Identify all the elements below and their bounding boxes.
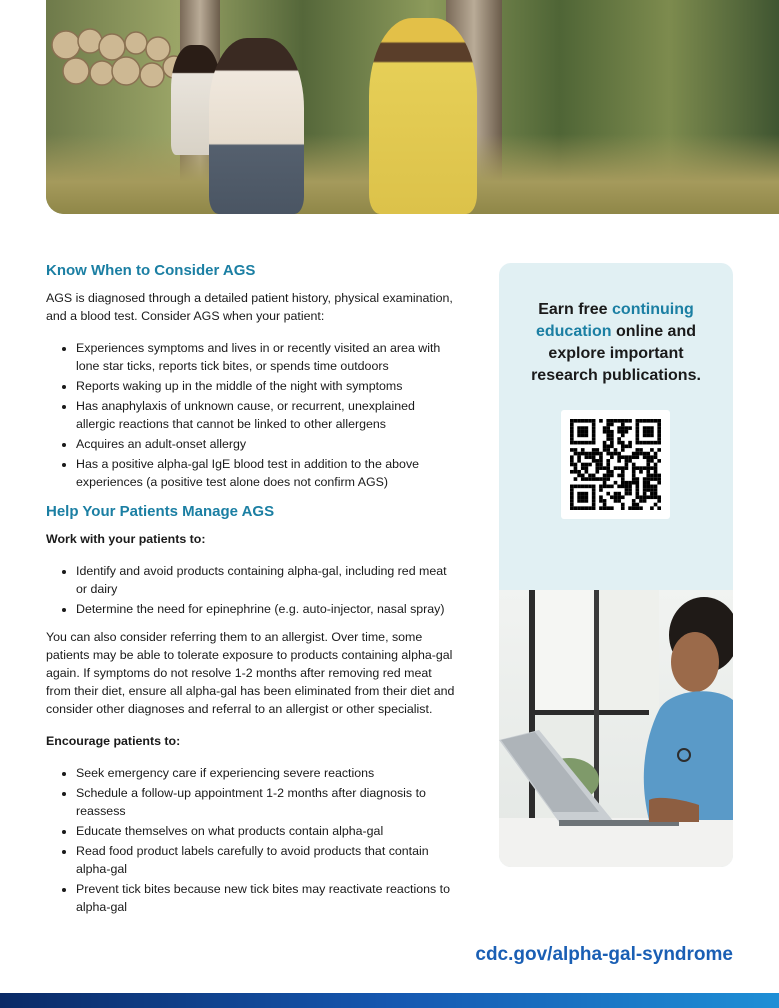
encourage-label: Encourage patients to: [46,734,181,748]
hero-photo-hikers [46,0,779,214]
list-item: • Identify and avoid products containing alpha-gal, including red meat or dairy [76,562,456,598]
section-heading-consider-ags: Know When to Consider AGS [46,262,256,279]
work-list [46,562,456,618]
section-intro: AGS is diagnosed through a detailed patient history, physical examination, and a blood test. Consider AGS when your patient: [46,291,453,323]
list-item: • Has anaphylaxis of unknown cause, or recurrent, unexplained allergic reactions that cannot be linked to other allergens [76,397,456,433]
list-item: • Determine the need for epinephrine (e.g. auto-injector, nasal spray) [76,600,456,618]
qr-code[interactable] [561,410,670,519]
hiker-figure [209,38,304,214]
list-item: • Educate themselves on what products contain alpha-gal [76,822,456,840]
continuing-education-card [499,263,733,867]
healthcare-worker-photo [499,590,733,867]
hiker-figure [369,18,477,214]
cdc-url-link[interactable]: cdc.gov/alpha-gal-syndrome [475,944,733,965]
list-item: • Seek emergency care if experiencing severe reactions [76,764,456,782]
encourage-list [46,764,456,916]
list-item: • Experiences symptoms and lives in or recently visited an area with lone star ticks, reports tick bites, or spends time outdoors [76,339,456,375]
qr-code-image [570,419,661,510]
work-label: Work with your patients to: [46,532,206,546]
healthcare-worker-image [499,590,733,867]
consider-list [46,339,456,491]
referral-paragraph: You can also consider referring them to an allergist. Over time, some patients may be able to tolerate exposure to products containing alpha-gal again. If symptoms do not resolve 1-2 months after removing red meat from their diet, ensure all alpha-gal has been eliminated from their diet and consider other diagnoses and referral to an allergist or other specialist. [46,630,455,716]
card-callout-text [513,299,719,387]
list-item: • Acquires an adult-onset allergy [76,435,456,453]
section-heading-manage-ags: Help Your Patients Manage AGS [46,503,275,520]
main-content [46,262,456,918]
list-item: • Schedule a follow-up appointment 1-2 months after diagnosis to reassess [76,784,456,820]
card-text-part: Earn free [538,301,613,318]
list-item: • Has a positive alpha-gal IgE blood test in addition to the above experiences (a positive test alone does not confirm AGS) [76,455,456,491]
list-item: • Prevent tick bites because new tick bites may reactivate reactions to alpha-gal [76,880,456,916]
card-text-part: online and explore important research publications. [531,323,701,384]
list-item: • Read food product labels carefully to avoid products that contain alpha-gal [76,842,456,878]
list-item: • Reports waking up in the middle of the night with symptoms [76,377,456,395]
bottom-gradient-bar [0,993,779,1008]
continuing-education-link[interactable]: continuing education [535,301,694,340]
